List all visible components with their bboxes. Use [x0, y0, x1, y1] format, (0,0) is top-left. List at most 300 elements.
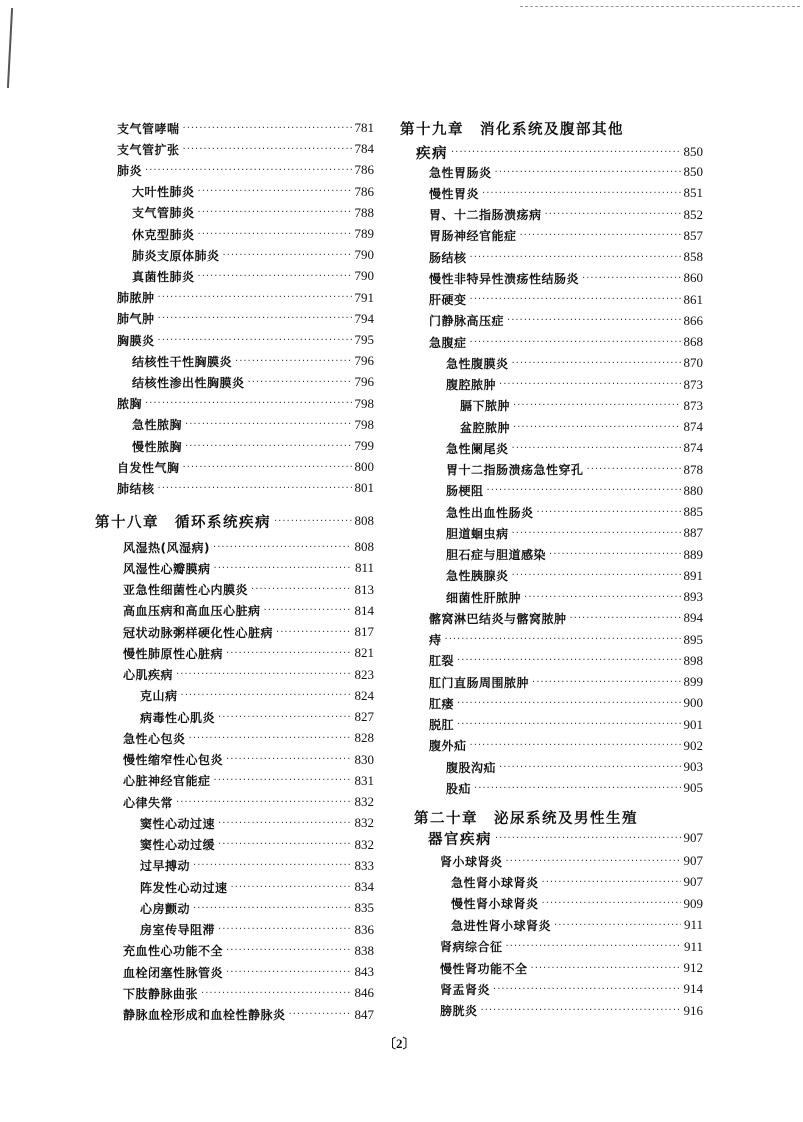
entry-page-number: 811: [354, 560, 374, 576]
leader-dots: [470, 337, 681, 348]
entry-page-number: 887: [683, 525, 703, 541]
entry-page-number: 907: [683, 830, 703, 845]
entry-title: 门静脉高压症: [429, 314, 505, 329]
leader-dots: [499, 379, 680, 390]
toc-entry: [429, 311, 703, 331]
leader-dots: [507, 315, 680, 326]
toc-entry: [123, 983, 374, 1003]
entry-page-number: 784: [354, 141, 374, 157]
entry-page-number: 786: [354, 183, 374, 199]
toc-entry: [123, 622, 374, 642]
entry-page-number: 893: [683, 589, 703, 604]
entry-page-number: 874: [683, 440, 703, 456]
entry-title: 急腹症: [429, 335, 467, 350]
entry-title: 休克型肺炎: [132, 227, 195, 242]
entry-title: 肛瘘: [429, 696, 455, 711]
leader-dots: [495, 833, 681, 844]
entry-title: 急性出血性肠炎: [446, 505, 534, 520]
leader-dots: [512, 528, 681, 539]
entry-page-number: 808: [354, 539, 374, 554]
entry-title: 膀胱炎: [440, 1004, 478, 1019]
leader-dots: [176, 669, 351, 680]
entry-title: 肾小球肾炎: [440, 854, 503, 869]
entry-title: 痔: [429, 633, 442, 647]
entry-title: 肺炎: [117, 163, 143, 178]
entry-page-number: 909: [683, 895, 703, 911]
leader-dots: [512, 358, 681, 369]
toc-entry: [140, 686, 374, 706]
entry-page-number: 873: [683, 376, 703, 392]
entry-page-number: 901: [683, 716, 703, 732]
entry-title: 胃、十二指肠溃疡病: [429, 208, 542, 222]
entry-title: 急性胃肠炎: [429, 165, 492, 180]
toc-entry: [440, 1001, 703, 1021]
entry-title: 克山病: [140, 689, 178, 704]
toc-entry: [446, 353, 703, 373]
leader-dots: [193, 860, 351, 871]
entry-title: 盆腔脓肿: [460, 420, 511, 435]
toc-entry: [123, 537, 374, 557]
leader-dots: [251, 584, 351, 595]
leader-dots: [470, 294, 681, 305]
leader-dots: [532, 677, 680, 688]
entry-page-number: 838: [354, 942, 374, 958]
entry-title: 肝硬变: [429, 293, 467, 307]
entry-title: 大叶性肺炎: [132, 185, 195, 200]
entry-page-number: 878: [683, 461, 703, 477]
toc-entry: [132, 224, 374, 244]
leader-dots: [158, 483, 352, 494]
entry-title: 血栓闭塞性脉管炎: [123, 965, 224, 980]
leader-dots: [487, 485, 681, 496]
toc-entry: [132, 351, 374, 371]
leader-dots: [545, 209, 681, 220]
toc-entry: [440, 958, 703, 978]
toc-entry: [132, 266, 374, 286]
toc-entry: [117, 309, 374, 329]
leader-dots: [506, 856, 681, 867]
leader-dots: [513, 422, 680, 433]
entry-page-number: 857: [683, 227, 703, 243]
toc-entry: [429, 332, 703, 352]
entry-title: 肺气肿: [117, 312, 155, 327]
leader-dots: [198, 207, 352, 218]
toc-entry: [429, 290, 703, 310]
leader-dots: [554, 920, 681, 931]
toc-entry: [140, 877, 374, 897]
entry-page-number: 794: [354, 310, 374, 326]
entry-title: 肾盂肾炎: [440, 982, 491, 997]
entry-title: 下肢静脉曲张: [123, 986, 199, 1001]
toc-entry: [446, 778, 703, 798]
entry-title: 肾病综合征: [440, 940, 503, 955]
entry-title: 结核性干性胸膜炎: [132, 354, 233, 369]
toc-entry: [428, 828, 703, 848]
toc-entry: [140, 707, 374, 727]
entry-page-number: 846: [354, 985, 374, 1001]
toc-entry: [132, 245, 374, 265]
leader-dots: [570, 613, 681, 624]
toc-entry: [446, 438, 703, 458]
entry-page-number: 866: [683, 312, 703, 328]
entry-page-number: 786: [354, 162, 374, 178]
entry-title: 慢性肺原性心脏病: [123, 646, 224, 661]
toc-entry: [123, 601, 374, 621]
toc-entry: [140, 813, 374, 833]
toc-entry: [123, 558, 374, 578]
entry-page-number: 860: [683, 270, 703, 286]
toc-entry: [429, 608, 703, 628]
entry-page-number: 796: [354, 353, 374, 369]
toc-entry: [123, 962, 374, 982]
entry-title: 窦性心动过缓: [140, 838, 216, 852]
toc-entry: [140, 856, 374, 876]
entry-page-number: 824: [354, 687, 374, 703]
entry-page-number: 817: [354, 624, 374, 639]
entry-title: 肺炎支原体肺炎: [132, 248, 220, 263]
toc-entry: [446, 523, 703, 543]
entry-title: 胃肠神经官能症: [429, 229, 517, 244]
toc-entry: [429, 226, 703, 246]
leader-dots: [218, 924, 351, 935]
entry-title: 急性心包炎: [123, 731, 186, 746]
entry-page-number: 836: [354, 921, 374, 937]
entry-title: 心律失常: [123, 795, 174, 810]
toc-entry: [429, 736, 703, 756]
leader-dots: [531, 963, 681, 974]
entry-title: 急进性肾小球肾炎: [451, 918, 552, 933]
entry-title: 脓胸: [117, 397, 143, 412]
toc-entry: [451, 894, 703, 914]
entry-page-number: 912: [683, 960, 703, 975]
entry-page-number: 790: [354, 247, 374, 263]
entry-title: 脱肛: [429, 718, 455, 732]
entry-title: 急性阑尾炎: [446, 441, 509, 456]
entry-page-number: 791: [354, 289, 374, 305]
toc-entry: [132, 182, 374, 202]
entry-title: 支气管肺炎: [132, 206, 195, 221]
leader-dots: [226, 945, 351, 956]
entry-page-number: 911: [683, 917, 703, 933]
toc-entry: [123, 643, 374, 663]
chapter-heading: [400, 118, 703, 138]
entry-page-number: 891: [683, 567, 703, 583]
leader-dots: [189, 733, 352, 744]
entry-title: 肺脓肿: [117, 291, 155, 306]
toc-entry: [416, 142, 703, 162]
entry-title: 髂窝淋巴结炎与髂窝脓肿: [429, 611, 567, 626]
leader-dots: [474, 783, 680, 794]
entry-title: 过早搏动: [140, 859, 191, 874]
leader-dots: [214, 775, 352, 786]
entry-title: 肺结核: [117, 481, 155, 496]
entry-page-number: 861: [683, 291, 703, 307]
leader-dots: [513, 400, 680, 411]
entry-page-number: 873: [683, 397, 703, 413]
entry-page-number: 828: [354, 730, 374, 746]
entry-page-number: 885: [683, 504, 703, 519]
entry-title: 急性脓胸: [132, 418, 183, 433]
leader-dots: [158, 313, 352, 324]
entry-page-number: 833: [354, 857, 374, 873]
entry-page-number: 895: [683, 631, 703, 647]
toc-entry: [446, 375, 703, 395]
entry-title: 胆石症与胆道感染: [446, 548, 547, 562]
entry-title: 腹股沟疝: [446, 760, 497, 775]
toc-entry: [440, 851, 703, 871]
entry-title: 慢性脓胸: [132, 439, 183, 454]
toc-entry: [429, 651, 703, 671]
entry-title: 肛门直肠周围脓肿: [429, 675, 530, 690]
leader-dots: [495, 167, 681, 178]
toc-entry: [429, 672, 703, 692]
entry-page-number: 830: [354, 751, 374, 767]
entry-page-number: 788: [354, 204, 374, 220]
entry-page-number: 827: [354, 709, 374, 724]
entry-page-number: 847: [354, 1006, 374, 1022]
entry-page-number: 789: [354, 226, 374, 241]
toc-entry: [460, 417, 703, 437]
leader-dots: [457, 655, 680, 666]
entry-title: 肛裂: [429, 654, 455, 669]
entry-page-number: 907: [683, 853, 703, 868]
entry-title: 腹腔脓肿: [446, 378, 497, 392]
entry-page-number: 874: [683, 419, 703, 434]
entry-title: 冠状动脉粥样硬化性心脏病: [123, 625, 274, 640]
leader-dots: [213, 542, 352, 553]
entry-title: 胸膜炎: [117, 333, 155, 348]
entry-page-number: 808: [354, 513, 374, 528]
entry-title: 器官疾病: [428, 831, 492, 848]
leader-dots: [481, 1005, 681, 1016]
entry-title: 真菌性肺炎: [132, 269, 195, 284]
entry-page-number: 894: [683, 610, 703, 626]
leader-dots: [482, 188, 680, 199]
toc-entry: [446, 460, 703, 480]
leader-dots: [520, 230, 681, 241]
entry-page-number: 795: [354, 332, 374, 347]
leader-dots: [176, 797, 351, 808]
entry-title: 慢性非特异性溃疡性结肠炎: [429, 271, 580, 286]
leader-dots: [264, 605, 352, 616]
leader-dots: [226, 967, 351, 978]
entry-title: 第十九章 消化系统及腹部其他: [400, 121, 624, 138]
leader-dots: [226, 754, 351, 765]
toc-entry: [429, 162, 703, 182]
entry-title: 膈下脓肿: [460, 399, 511, 414]
entry-page-number: 800: [354, 459, 374, 475]
toc-entry: [140, 920, 374, 940]
entry-page-number: 823: [354, 666, 374, 682]
leader-dots: [470, 252, 681, 263]
entry-title: 急性胰腺炎: [446, 569, 509, 584]
toc-entry: [429, 715, 703, 735]
leader-dots: [542, 877, 681, 888]
leader-dots: [198, 229, 352, 240]
toc-entry: [451, 872, 703, 892]
entry-page-number: 832: [354, 815, 374, 831]
entry-title: 病毒性心肌炎: [140, 710, 216, 725]
toc-entry: [117, 139, 374, 159]
entry-title: 胃十二指肠溃疡急性穿孔: [446, 463, 584, 477]
leader-dots: [582, 273, 680, 284]
toc-entry: [440, 937, 703, 957]
entry-page-number: 781: [354, 120, 374, 135]
leader-dots: [231, 882, 352, 893]
entry-title: 风湿热(风湿病): [123, 540, 210, 555]
toc-entry: [446, 545, 703, 565]
entry-title: 风湿性心瓣膜病: [123, 561, 211, 576]
leader-dots: [223, 250, 352, 261]
entry-page-number: 905: [683, 780, 703, 796]
toc-entry: [123, 728, 374, 748]
toc-entry: [140, 835, 374, 855]
toc-entry: [132, 436, 374, 456]
entry-page-number: 852: [683, 206, 703, 222]
entry-page-number: 796: [354, 374, 374, 390]
entry-page-number: 914: [683, 981, 703, 997]
toc-entry: [117, 330, 374, 350]
scan-top-line: [520, 6, 800, 7]
leader-dots: [185, 419, 351, 430]
leader-dots: [181, 690, 352, 701]
leader-dots: [457, 698, 680, 709]
toc-entry: [440, 979, 703, 999]
entry-page-number: 903: [683, 759, 703, 774]
entry-title: 支气管哮喘: [117, 121, 180, 136]
entry-page-number: 790: [354, 268, 374, 284]
toc-entry: [117, 478, 374, 498]
leader-dots: [524, 592, 680, 603]
entry-page-number: 880: [683, 482, 703, 498]
toc-entry: [117, 118, 374, 138]
entry-page-number: 858: [683, 249, 703, 264]
entry-page-number: 798: [354, 416, 374, 432]
entry-title: 高血压病和高血压心脏病: [123, 604, 261, 619]
entry-title: 股疝: [446, 781, 472, 796]
entry-title: 结核性渗出性胸膜炎: [132, 375, 245, 390]
entry-page-number: 900: [683, 695, 703, 711]
entry-page-number: 851: [683, 185, 703, 201]
entry-page-number: 801: [354, 480, 374, 496]
entry-page-number: 831: [354, 772, 374, 788]
entry-title: 亚急性细菌性心内膜炎: [123, 583, 249, 597]
toc-entry: [446, 502, 703, 522]
toc-entry: [429, 205, 703, 225]
entry-title: 心脏神经官能症: [123, 774, 211, 789]
toc-entry: [446, 566, 703, 586]
leader-dots: [506, 941, 681, 952]
scan-edge-mark: [7, 8, 13, 88]
page-number: 〔2〕: [383, 1036, 416, 1051]
entry-title: 腹外疝: [429, 739, 467, 754]
leader-dots: [183, 144, 352, 155]
entry-title: 房室传导阻滞: [140, 923, 216, 937]
entry-title: 急性肾小球肾炎: [451, 875, 539, 890]
toc-entry: [140, 898, 374, 918]
toc-entry: [123, 665, 374, 685]
toc-entry: [132, 372, 374, 392]
toc-entry: [429, 268, 703, 288]
toc-entry: [123, 1005, 374, 1025]
chapter-heading: [95, 511, 374, 531]
entry-title: 慢性肾功能不全: [440, 961, 528, 976]
entry-title: 胆道蛔虫病: [446, 526, 509, 541]
entry-page-number: 911: [683, 938, 703, 954]
leader-dots: [512, 570, 681, 581]
toc-entry: [460, 396, 703, 416]
leader-dots: [214, 563, 352, 574]
leader-dots: [587, 464, 681, 475]
toc-entry: [123, 771, 374, 791]
toc-entry: [429, 183, 703, 203]
entry-title: 肠结核: [429, 250, 467, 265]
entry-page-number: 832: [354, 836, 374, 852]
leader-dots: [158, 335, 352, 346]
entry-title: 细菌性肝脓肿: [446, 590, 522, 605]
leader-dots: [218, 712, 351, 723]
leader-dots: [549, 549, 680, 560]
leader-dots: [158, 292, 352, 303]
leader-dots: [470, 740, 681, 751]
entry-page-number: 902: [683, 737, 703, 753]
entry-title: 静脉血栓形成和血栓性静脉炎: [123, 1008, 286, 1022]
toc-entry: [117, 160, 374, 180]
entry-page-number: 907: [683, 874, 703, 890]
leader-dots: [185, 441, 351, 452]
toc-entry: [446, 587, 703, 607]
entry-page-number: 834: [354, 879, 374, 894]
leader-dots: [198, 186, 352, 197]
toc-entry: [429, 247, 703, 267]
leader-dots: [198, 271, 352, 282]
entry-page-number: 916: [683, 1002, 703, 1018]
leader-dots: [183, 462, 352, 473]
toc-entry: [117, 394, 374, 414]
leader-dots: [512, 443, 681, 454]
leader-dots: [289, 1009, 352, 1020]
toc-entry: [123, 750, 374, 770]
leader-dots: [183, 123, 352, 134]
toc-entry: [132, 415, 374, 435]
toc-entry: [117, 457, 374, 477]
entry-title: 心房颤动: [140, 901, 191, 916]
leader-dots: [457, 719, 680, 730]
entry-title: 疾病: [416, 145, 448, 162]
toc-entry: [117, 288, 374, 308]
leader-dots: [218, 839, 351, 850]
entry-title: 第十八章 循环系统疾病: [95, 514, 271, 531]
entry-page-number: 813: [354, 581, 374, 597]
entry-title: 急性腹膜炎: [446, 356, 509, 371]
leader-dots: [235, 356, 351, 367]
entry-title: 阵发性心动过速: [140, 880, 228, 895]
entry-page-number: 814: [354, 602, 374, 618]
entry-page-number: 898: [683, 652, 703, 668]
entry-title: 充血性心功能不全: [123, 944, 224, 959]
leader-dots: [499, 762, 680, 773]
entry-page-number: 798: [354, 395, 374, 411]
entry-title: 慢性胃炎: [429, 186, 480, 201]
leader-dots: [201, 988, 351, 999]
entry-title: 心肌疾病: [123, 668, 174, 682]
leader-dots: [451, 147, 681, 158]
entry-page-number: 832: [354, 794, 374, 809]
leader-dots: [226, 648, 351, 659]
entry-page-number: 850: [683, 164, 703, 179]
leader-dots: [493, 984, 680, 995]
entry-title: 支气管扩张: [117, 142, 180, 157]
